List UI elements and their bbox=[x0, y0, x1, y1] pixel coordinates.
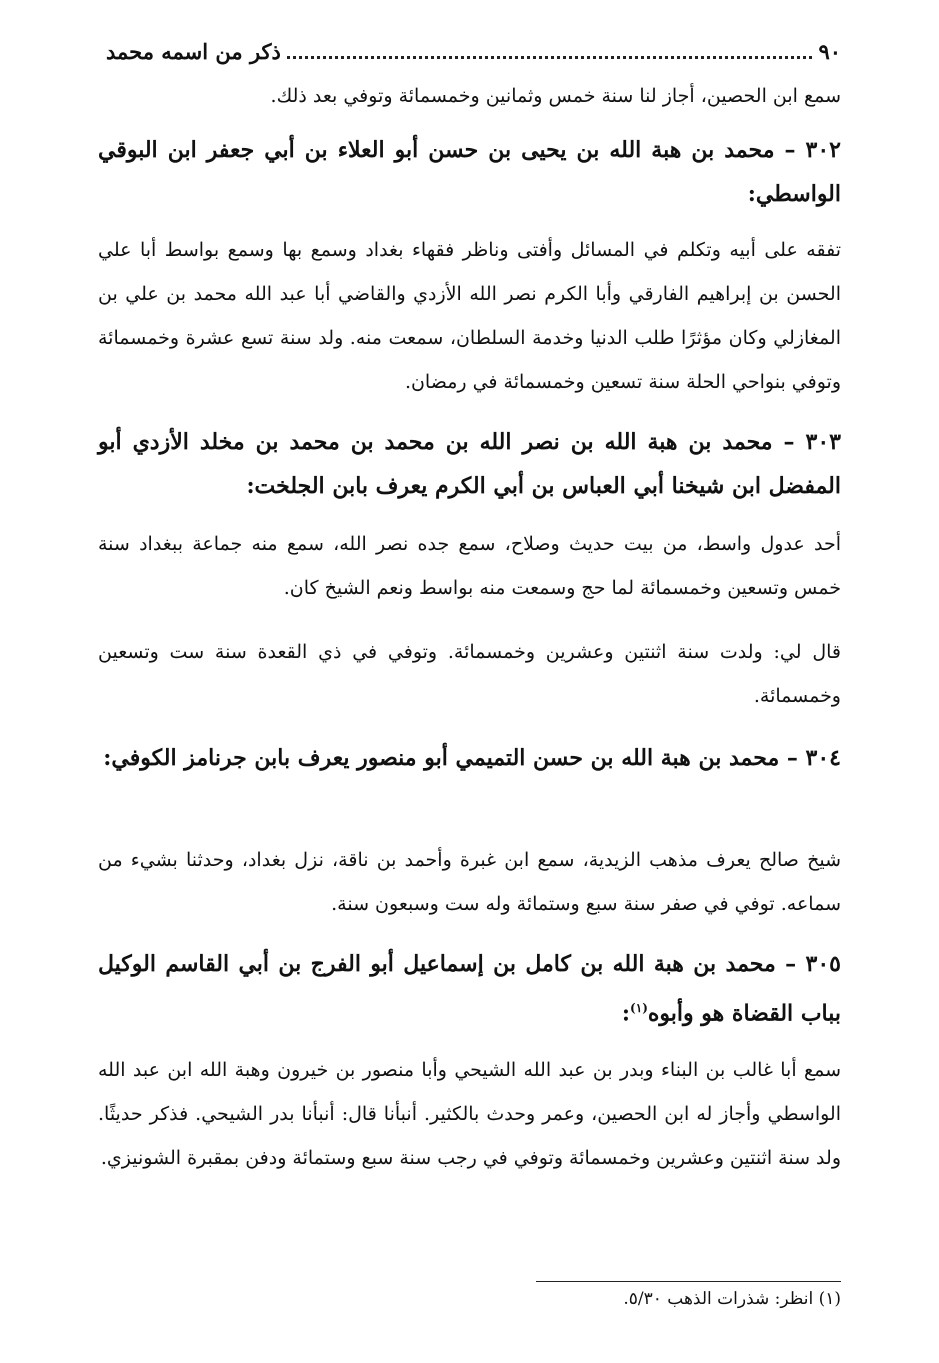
entry-heading-303: ٣٠٣ – محمد بن هبة الله بن نصر الله بن محمد بن محمد بن مخلد الأزدي أبو المفضل ابن شيخنا أبي العباس بن أبي الكرم يعرف بابن الجلخت: bbox=[98, 429, 841, 499]
running-title: ذكر من اسمه محمد bbox=[106, 38, 281, 64]
page-number: ٩٠ bbox=[818, 38, 841, 64]
entry-heading-305-colon: : bbox=[621, 1000, 631, 1027]
entry-body-303: أحد عدول واسط، من بيت حديث وصلاح، سمع جده نصر الله، سمع منه جماعة ببغداد سنة خمس وتسعين وخمسمائة لما حج وسمعت منه بواسط ونعم الشيخ كان. bbox=[98, 533, 841, 599]
entry-heading-305-text: ٣٠٥ – محمد بن هبة الله بن كامل بن إسماعيل أبو الفرج بن أبي القاسم الوكيل بباب القضاة هو وأبوه bbox=[98, 951, 841, 1027]
entry-heading-302: ٣٠٢ – محمد بن هبة الله بن يحيى بن حسن أبو العلاء بن أبي جعفر ابن البوقي الواسطي: bbox=[98, 137, 841, 207]
page-header bbox=[98, 34, 841, 68]
footnote-divider bbox=[536, 1281, 841, 1282]
entry-body-304: شيخ صالح يعرف مذهب الزيدية، سمع ابن غبرة وأحمد بن ناقة، نزل بغداد، وحدثنا بشيء من سماعه. توفي في صفر سنة سبع وستمائة وله ست وسبعون سنة. bbox=[98, 849, 841, 915]
entry-body-303-b: قال لي: ولدت سنة اثنتين وعشرين وخمسمائة. وتوفي في ذي القعدة سنة ست وتسعين وخمسمائة. bbox=[98, 641, 841, 707]
paragraph-continuation: سمع ابن الحصين، أجاز لنا سنة خمس وثمانين وخمسمائة وتوفي بعد ذلك. bbox=[270, 85, 841, 107]
entry-heading-305 bbox=[98, 942, 841, 1035]
entry-body-305: سمع أبا غالب بن البناء وبدر بن عبد الله الشيحي وأبا منصور بن خيرون وهبة الله ابن عبد الله الواسطي وأجاز له ابن الحصين، وعمر وحدث بالكثير. أنبأنا قال: أنبأنا بدر الشيحي. فذكر حديثًا. ولد سنة اثنتين وعشرين وخمسمائة وتوفي في رجب سنة سبع وستمائة ودفن بمقبرة الشونيزي. bbox=[98, 1059, 841, 1169]
entry-heading-304: ٣٠٤ – محمد بن هبة الله بن حسن التميمي أبو منصور يعرف بابن جرنامز الكوفي: bbox=[103, 745, 841, 771]
entry-body-302: تفقه على أبيه وتكلم في المسائل وأفتى وناظر فقهاء بغداد وسمع بها وسمع بواسط أبا علي الحسن بن إبراهيم الفارقي وأبا الكرم نصر الله الأزدي والقاضي أبا عبد الله محمد بن علي بن المغازلي وكان مؤثرًا طلب الدنيا وخدمة السلطان، سمعت منه. ولد سنة تسع عشرة وخمسمائة وتوفي بنواحي الحلة سنة تسعين وخمسمائة في رمضان. bbox=[98, 239, 841, 393]
footnote: (١) انظر: شذرات الذهب ٥/٣٠. bbox=[623, 1289, 841, 1309]
header-leader-dots bbox=[287, 44, 813, 59]
footnote-ref: (١) bbox=[630, 1001, 648, 1015]
